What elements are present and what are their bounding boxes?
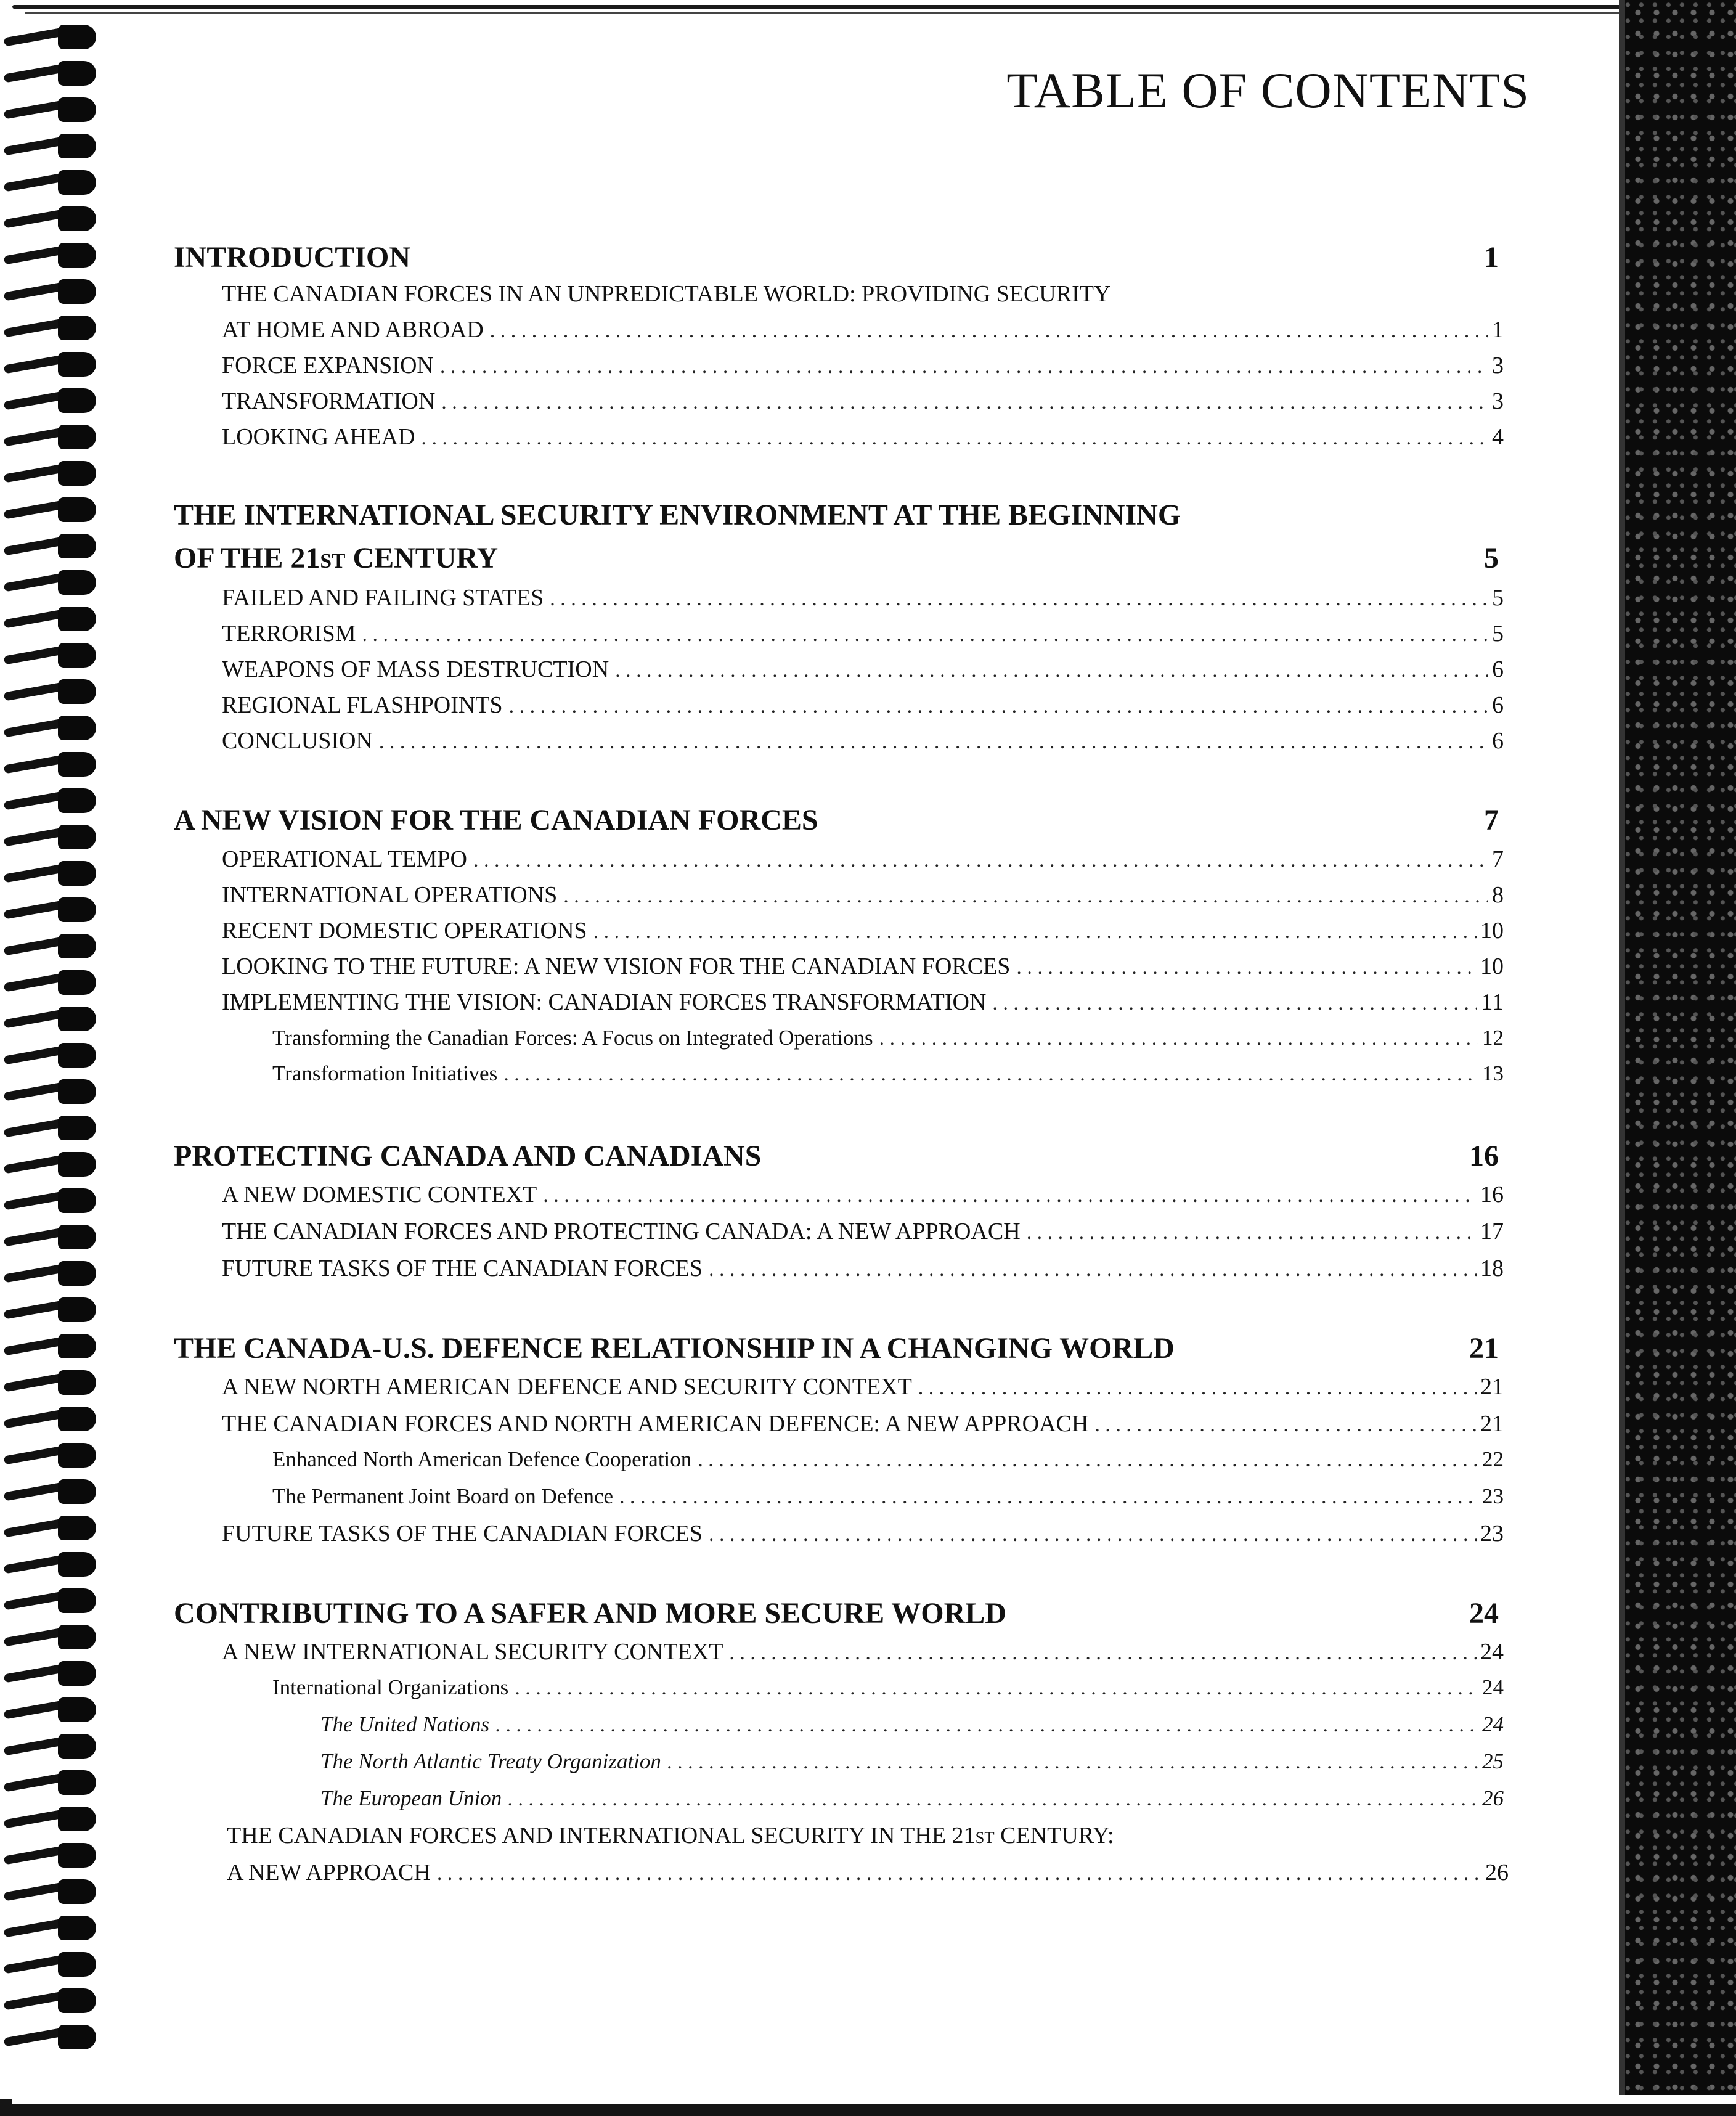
toc-entry-page: 5: [1492, 585, 1504, 611]
toc-entry-page: 25: [1482, 1749, 1504, 1773]
dot-leader: [992, 992, 1477, 1015]
toc-entry-label: LOOKING TO THE FUTURE: A NEW VISION FOR THE CANADIAN FORCES: [222, 954, 1011, 979]
toc-subentry[interactable]: [272, 1026, 1504, 1050]
toc-entry-page: 17: [1480, 1219, 1504, 1244]
toc-entry-label: IMPLEMENTING THE VISION: CANADIAN FORCES TRANSFORMATION: [222, 989, 987, 1015]
toc-entry-page: 16: [1480, 1182, 1504, 1207]
section-safer-world[interactable]: [174, 1596, 1499, 1630]
dot-leader: [362, 623, 1488, 647]
section-page-number: 7: [1484, 804, 1499, 836]
toc-entry-page: 21: [1480, 1411, 1504, 1437]
dot-leader: [509, 695, 1488, 718]
toc-entry[interactable]: [222, 953, 1504, 980]
dot-leader: [440, 355, 1488, 378]
toc-entry[interactable]: [222, 423, 1504, 451]
toc-entry-label: LOOKING AHEAD: [222, 424, 415, 450]
dot-leader: [698, 1448, 1478, 1472]
toc-subsubentry[interactable]: [320, 1749, 1504, 1774]
section-title: INTRODUCTION: [174, 241, 411, 274]
toc-entry-page: 12: [1482, 1026, 1504, 1050]
toc-entry-label: Enhanced North American Defence Cooperation: [272, 1447, 692, 1471]
toc-subentry[interactable]: [272, 1675, 1504, 1700]
toc-entry-page: 23: [1480, 1521, 1504, 1546]
toc-entry-label: THE CANADIAN FORCES AND PROTECTING CANADA: A NEW APPROACH: [222, 1219, 1021, 1244]
dot-leader: [918, 1376, 1477, 1400]
section-protecting-canada[interactable]: [174, 1139, 1499, 1173]
section-page-number: 21: [1469, 1332, 1499, 1365]
dot-leader: [619, 1485, 1478, 1509]
toc-entry[interactable]: [222, 316, 1504, 343]
toc-entry-label: WEAPONS OF MASS DESTRUCTION: [222, 656, 609, 682]
dot-leader: [490, 319, 1488, 343]
toc-entry-page: 26: [1482, 1786, 1504, 1810]
toc-entry[interactable]: [222, 846, 1504, 873]
toc-subentry[interactable]: [272, 1484, 1504, 1509]
toc-entry[interactable]: [222, 881, 1504, 909]
dot-leader: [437, 1862, 1481, 1885]
dot-leader: [543, 1184, 1477, 1207]
toc-entry-label: A NEW NORTH AMERICAN DEFENCE AND SECURITY CONTEXT: [222, 1374, 912, 1400]
toc-entry-label: RECENT DOMESTIC OPERATIONS: [222, 918, 587, 944]
section-title: PROTECTING CANADA AND CANADIANS: [174, 1140, 762, 1172]
toc-entry-page: 24: [1482, 1712, 1504, 1736]
toc-entry-label: A NEW INTERNATIONAL SECURITY CONTEXT: [222, 1639, 723, 1665]
toc-entry-page: 8: [1492, 882, 1504, 908]
toc-entry-page: 6: [1492, 728, 1504, 754]
dot-leader: [379, 730, 1488, 754]
dot-leader: [593, 920, 1477, 944]
toc-entry[interactable]: [222, 388, 1504, 415]
toc-entry-label: FAILED AND FAILING STATES: [222, 585, 544, 611]
toc-entry[interactable]: [222, 1373, 1504, 1400]
toc-entry-page: 3: [1492, 353, 1504, 378]
toc-entry-label: The United Nations: [320, 1712, 490, 1736]
dot-leader: [508, 1787, 1478, 1811]
section-page-number: 1: [1484, 241, 1499, 274]
dot-leader: [421, 427, 1488, 450]
toc-entry-page: 6: [1492, 656, 1504, 682]
toc-entry-page: 10: [1480, 918, 1504, 944]
toc-subsubentry[interactable]: [320, 1786, 1504, 1811]
toc-entry-label: The Permanent Joint Board on Defence: [272, 1484, 614, 1508]
toc-entry[interactable]: [222, 989, 1504, 1016]
dot-leader: [667, 1750, 1478, 1774]
toc-entry-page: 1: [1492, 317, 1504, 343]
dot-leader: [563, 884, 1488, 908]
toc-entry-line[interactable]: THE CANADIAN FORCES IN AN UNPREDICTABLE WORLD: PROVIDING SECURITY: [222, 281, 1111, 307]
title-ordinal: ST: [320, 550, 346, 573]
toc-entry-page: 13: [1482, 1061, 1504, 1085]
dot-leader: [503, 1063, 1478, 1086]
section-title-line1[interactable]: THE INTERNATIONAL SECURITY ENVIRONMENT AT THE BEGINNING: [174, 499, 1181, 531]
dot-leader: [1016, 956, 1477, 979]
toc-entry[interactable]: [222, 1638, 1504, 1665]
section-international-security[interactable]: [174, 541, 1499, 575]
toc-entry-label: A NEW DOMESTIC CONTEXT: [222, 1182, 537, 1207]
title-part: CENTURY: [345, 542, 499, 574]
toc-entry[interactable]: [222, 1520, 1504, 1547]
toc-subentry[interactable]: [272, 1447, 1504, 1472]
section-title: THE CANADA-U.S. DEFENCE RELATIONSHIP IN A CHANGING WORLD: [174, 1332, 1175, 1365]
toc-entry[interactable]: [222, 620, 1504, 647]
dot-leader: [1094, 1413, 1477, 1437]
dot-leader: [473, 849, 1488, 872]
dot-leader: [1027, 1221, 1477, 1244]
toc-entry-label: Transformation Initiatives: [272, 1061, 498, 1085]
dot-leader: [729, 1641, 1477, 1665]
toc-entry-label: Transforming the Canadian Forces: A Focus on Integrated Operations: [272, 1026, 873, 1050]
entry-text-part: CENTURY:: [994, 1823, 1114, 1848]
entry-ordinal: ST: [975, 1828, 995, 1847]
toc-entry-page: 18: [1480, 1256, 1504, 1281]
section-canada-us[interactable]: [174, 1331, 1499, 1365]
dot-leader: [709, 1523, 1477, 1546]
toc-entry[interactable]: [227, 1859, 1509, 1886]
toc-entry-label: A NEW APPROACH: [227, 1860, 431, 1885]
toc-entry-page: 11: [1481, 989, 1504, 1015]
toc-entry[interactable]: [222, 656, 1504, 683]
toc-subentry[interactable]: [272, 1061, 1504, 1086]
toc-entry-label: FORCE EXPANSION: [222, 353, 434, 378]
toc-entry-page: 4: [1492, 424, 1504, 450]
title-part: OF THE 21: [174, 542, 320, 574]
toc-entry-label: TRANSFORMATION: [222, 388, 436, 414]
toc-entry[interactable]: [222, 584, 1504, 611]
section-title-line2: [174, 542, 498, 574]
toc-entry-page: 24: [1482, 1675, 1504, 1699]
toc-entry-label: International Organizations: [272, 1675, 509, 1699]
toc-entry-page: 6: [1492, 692, 1504, 718]
toc-entry-label: The North Atlantic Treaty Organization: [320, 1749, 661, 1773]
section-title: A NEW VISION FOR THE CANADIAN FORCES: [174, 804, 818, 836]
toc-entry-page: 10: [1480, 954, 1504, 979]
toc-entry[interactable]: [222, 1181, 1504, 1208]
section-page-number: 24: [1469, 1597, 1499, 1630]
section-page-number: 5: [1484, 542, 1499, 574]
dot-leader: [615, 659, 1488, 682]
toc-entry-page: 24: [1480, 1639, 1504, 1665]
toc-entry-label: FUTURE TASKS OF THE CANADIAN FORCES: [222, 1256, 703, 1281]
toc-entry-label: The European Union: [320, 1786, 502, 1810]
dot-leader: [879, 1027, 1478, 1050]
toc-entry-page: 23: [1482, 1484, 1504, 1508]
toc-entry-page: 7: [1492, 846, 1504, 872]
toc-entry-label: OPERATIONAL TEMPO: [222, 846, 467, 872]
toc-entry-label: INTERNATIONAL OPERATIONS: [222, 882, 558, 908]
toc-entry-label: FUTURE TASKS OF THE CANADIAN FORCES: [222, 1521, 703, 1546]
toc-entry[interactable]: [222, 917, 1504, 944]
section-new-vision[interactable]: [174, 803, 1499, 837]
section-page-number: 16: [1469, 1140, 1499, 1172]
toc-entry-label: REGIONAL FLASHPOINTS: [222, 692, 503, 718]
entry-text-part: THE CANADIAN FORCES AND INTERNATIONAL SECURITY IN THE 21: [227, 1823, 976, 1848]
toc-entry-line[interactable]: [227, 1822, 1114, 1849]
toc-entry[interactable]: [222, 727, 1504, 754]
toc-entry-label: TERRORISM: [222, 621, 356, 647]
toc-subsubentry[interactable]: [320, 1712, 1504, 1737]
toc-entry[interactable]: [222, 1410, 1504, 1437]
dot-leader: [441, 391, 1488, 414]
dot-leader: [709, 1258, 1477, 1281]
toc-entry-label: AT HOME AND ABROAD: [222, 317, 484, 343]
toc-entry-page: 21: [1480, 1374, 1504, 1400]
section-title: CONTRIBUTING TO A SAFER AND MORE SECURE WORLD: [174, 1597, 1006, 1630]
toc-entry-label: CONCLUSION: [222, 728, 373, 754]
toc-entry-page: 5: [1492, 621, 1504, 647]
section-introduction[interactable]: [174, 240, 1499, 274]
toc-entry-page: 22: [1482, 1447, 1504, 1471]
toc-entry[interactable]: [222, 1218, 1504, 1245]
toc-entry[interactable]: [222, 692, 1504, 719]
toc-entry[interactable]: [222, 1255, 1504, 1282]
dot-leader: [515, 1677, 1478, 1700]
dot-leader: [495, 1714, 1478, 1737]
toc-entry-label: THE CANADIAN FORCES AND NORTH AMERICAN DEFENCE: A NEW APPROACH: [222, 1411, 1089, 1437]
toc-entry[interactable]: [222, 352, 1504, 379]
toc-entry-page: 3: [1492, 388, 1504, 414]
dot-leader: [550, 587, 1488, 611]
toc-entry-page: 26: [1485, 1860, 1509, 1885]
page-title: TABLE OF CONTENTS: [1006, 62, 1530, 118]
